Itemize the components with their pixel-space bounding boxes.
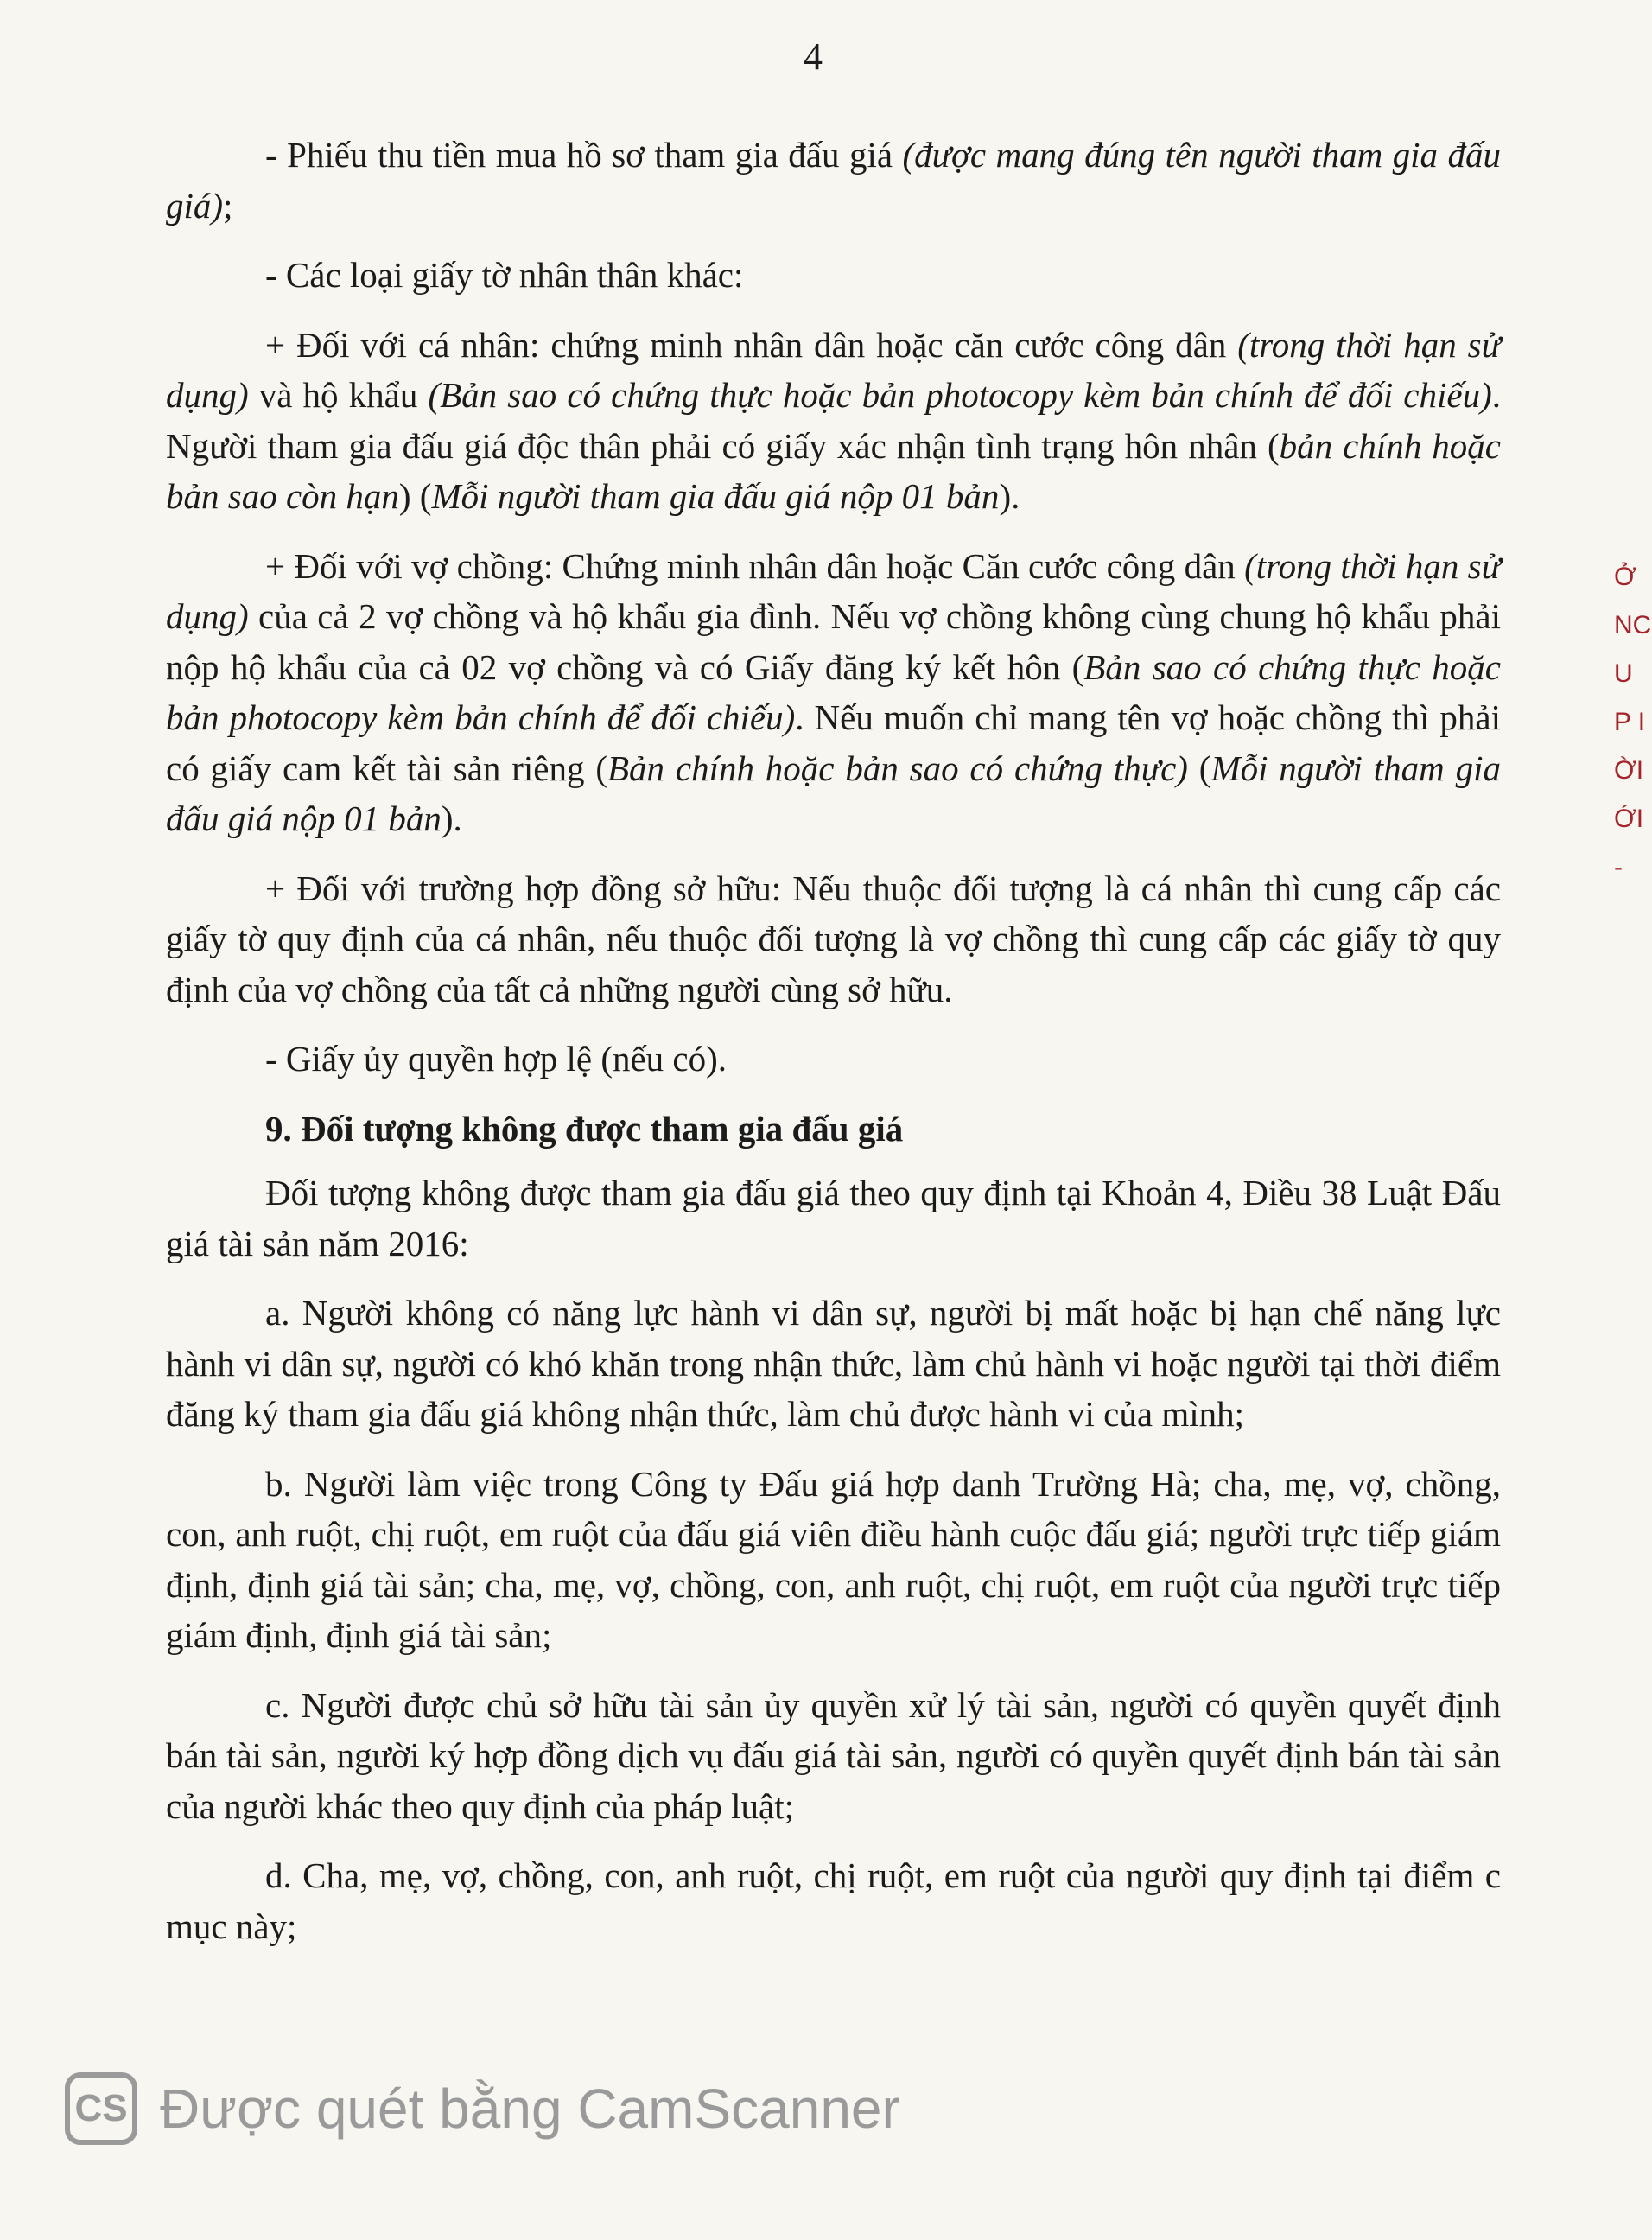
adjacent-page-edge <box>1614 553 1652 899</box>
paragraph-individual <box>166 320 1501 522</box>
italic-run: (trong thời hạn sử dụng) <box>166 545 1501 636</box>
camscanner-logo-icon: CS <box>65 2072 137 2145</box>
edge-fragment: U <box>1614 659 1633 688</box>
list-item-c: c. Người được chủ sở hữu tài sản ủy quyền xử lý tài sản, người có quyền quyết định bán tài sản, người ký hợp đồng dịch vụ đấu giá tài sản, người có quyền quyết định bán tài sản của người khác theo quy định của pháp luật; <box>166 1684 1501 1826</box>
edge-fragment: Ở <box>1614 563 1636 591</box>
text-run: . Nếu muốn chỉ mang tên vợ hoặc chồng thì phải có giấy cam kết tài sản riêng ( <box>166 697 1501 788</box>
page-number: 4 <box>804 35 823 78</box>
text-run: và hộ khẩu <box>248 375 429 415</box>
edge-fragment: ỚI - <box>1614 805 1644 881</box>
paragraph-receipt <box>166 130 1501 231</box>
list-item-a: a. Người không có năng lực hành vi dân sự, người bị mất hoặc bị hạn chế năng lực hành vi dân sự, người có khó khăn trong nhận thức, làm chủ hành vi hoặc người tại thời điểm đăng ký tham gia đấu giá không nhận thức, làm chủ được hành vi của mình; <box>166 1293 1501 1434</box>
edge-fragment: NC <box>1614 611 1652 640</box>
paragraph-authorization: - Giấy ủy quyền hợp lệ (nếu có). <box>265 1039 728 1079</box>
italic-run: Mỗi người tham gia đấu giá nộp 01 bản <box>166 748 1501 838</box>
italic-run: Bản chính hoặc bản sao có chứng thực) <box>607 748 1188 788</box>
text-run: + Đối với cá nhân: chứng minh nhân dân hoặc căn cước công dân <box>265 324 1238 365</box>
italic-run: Bản sao có chứng thực hoặc bản photocopy kèm bản chính để đối chiếu) <box>166 646 1501 737</box>
paragraph-law-reference: Đối tượng không được tham gia đấu giá theo quy định tại Khoản 4, Điều 38 Luật Đấu giá tài sản năm 2016: <box>166 1173 1501 1263</box>
text-run: ). <box>999 476 1020 516</box>
text-run: + Đối với vợ chồng: Chứng minh nhân dân hoặc Căn cước công dân <box>265 545 1245 586</box>
italic-run: Mỗi người tham gia đấu giá nộp 01 bản <box>431 476 1000 516</box>
edge-fragment: P I <box>1614 708 1646 736</box>
text-run: . Người tham gia đấu giá độc thân phải có giấy xác nhận tình trạng hôn nhân ( <box>166 375 1502 466</box>
list-item-b: b. Người làm việc trong Công ty Đấu giá hợp danh Trường Hà; cha, mẹ, vợ, chồng, con, anh ruột, chị ruột, em ruột của đấu giá viên điều hành cuộc đấu giá; người trực tiếp giám định, định giá tài sản; cha, mẹ, vợ, chồng, con, anh ruột, chị ruột, em ruột của người trực tiếp giám định, định giá tài sản; <box>166 1463 1501 1655</box>
paragraph-spouses <box>166 541 1501 844</box>
italic-run: bản chính hoặc bản sao còn hạn <box>166 425 1502 516</box>
text-run: - Phiếu thu tiền mua hồ sơ tham gia đấu giá <box>265 135 903 175</box>
text-run: ; <box>223 185 233 226</box>
edge-fragment: ỜI <box>1614 756 1644 785</box>
camscanner-watermark <box>65 2072 900 2145</box>
watermark-text: Được quét bằng CamScanner <box>160 2078 900 2140</box>
text-run: ( <box>1187 748 1211 788</box>
section-heading: 9. Đối tượng không được tham gia đấu giá <box>265 1108 904 1149</box>
text-run: ). <box>441 799 462 838</box>
text-run: của cả 2 vợ chồng và hộ khẩu gia đình. Nếu vợ chồng không cùng chung hộ khẩu phải nộp hộ khẩu của cả 02 vợ chồng và có Giấy đăng ký kết hôn ( <box>166 596 1501 687</box>
paragraph-co-ownership: + Đối với trường hợp đồng sở hữu: Nếu thuộc đối tượng là cá nhân thì cung cấp các giấy tờ quy định của cá nhân, nếu thuộc đối tượng là vợ chồng thì cung cấp các giấy tờ quy định của vợ chồng của tất cả những người cùng sở hữu. <box>166 868 1501 1009</box>
document-body <box>166 130 1501 1970</box>
text-run: ) ( <box>398 476 432 516</box>
italic-run: (được mang đúng tên người tham gia đấu giá) <box>166 135 1501 226</box>
italic-run: (Bản sao có chứng thực hoặc bản photocopy kèm bản chính để đối chiếu) <box>428 375 1492 415</box>
paragraph-other-docs: - Các loại giấy tờ nhân thân khác: <box>265 255 744 295</box>
list-item-d: d. Cha, mẹ, vợ, chồng, con, anh ruột, chị ruột, em ruột của người quy định tại điểm c mục này; <box>166 1855 1501 1946</box>
italic-run: (trong thời hạn sử dụng) <box>166 324 1501 415</box>
